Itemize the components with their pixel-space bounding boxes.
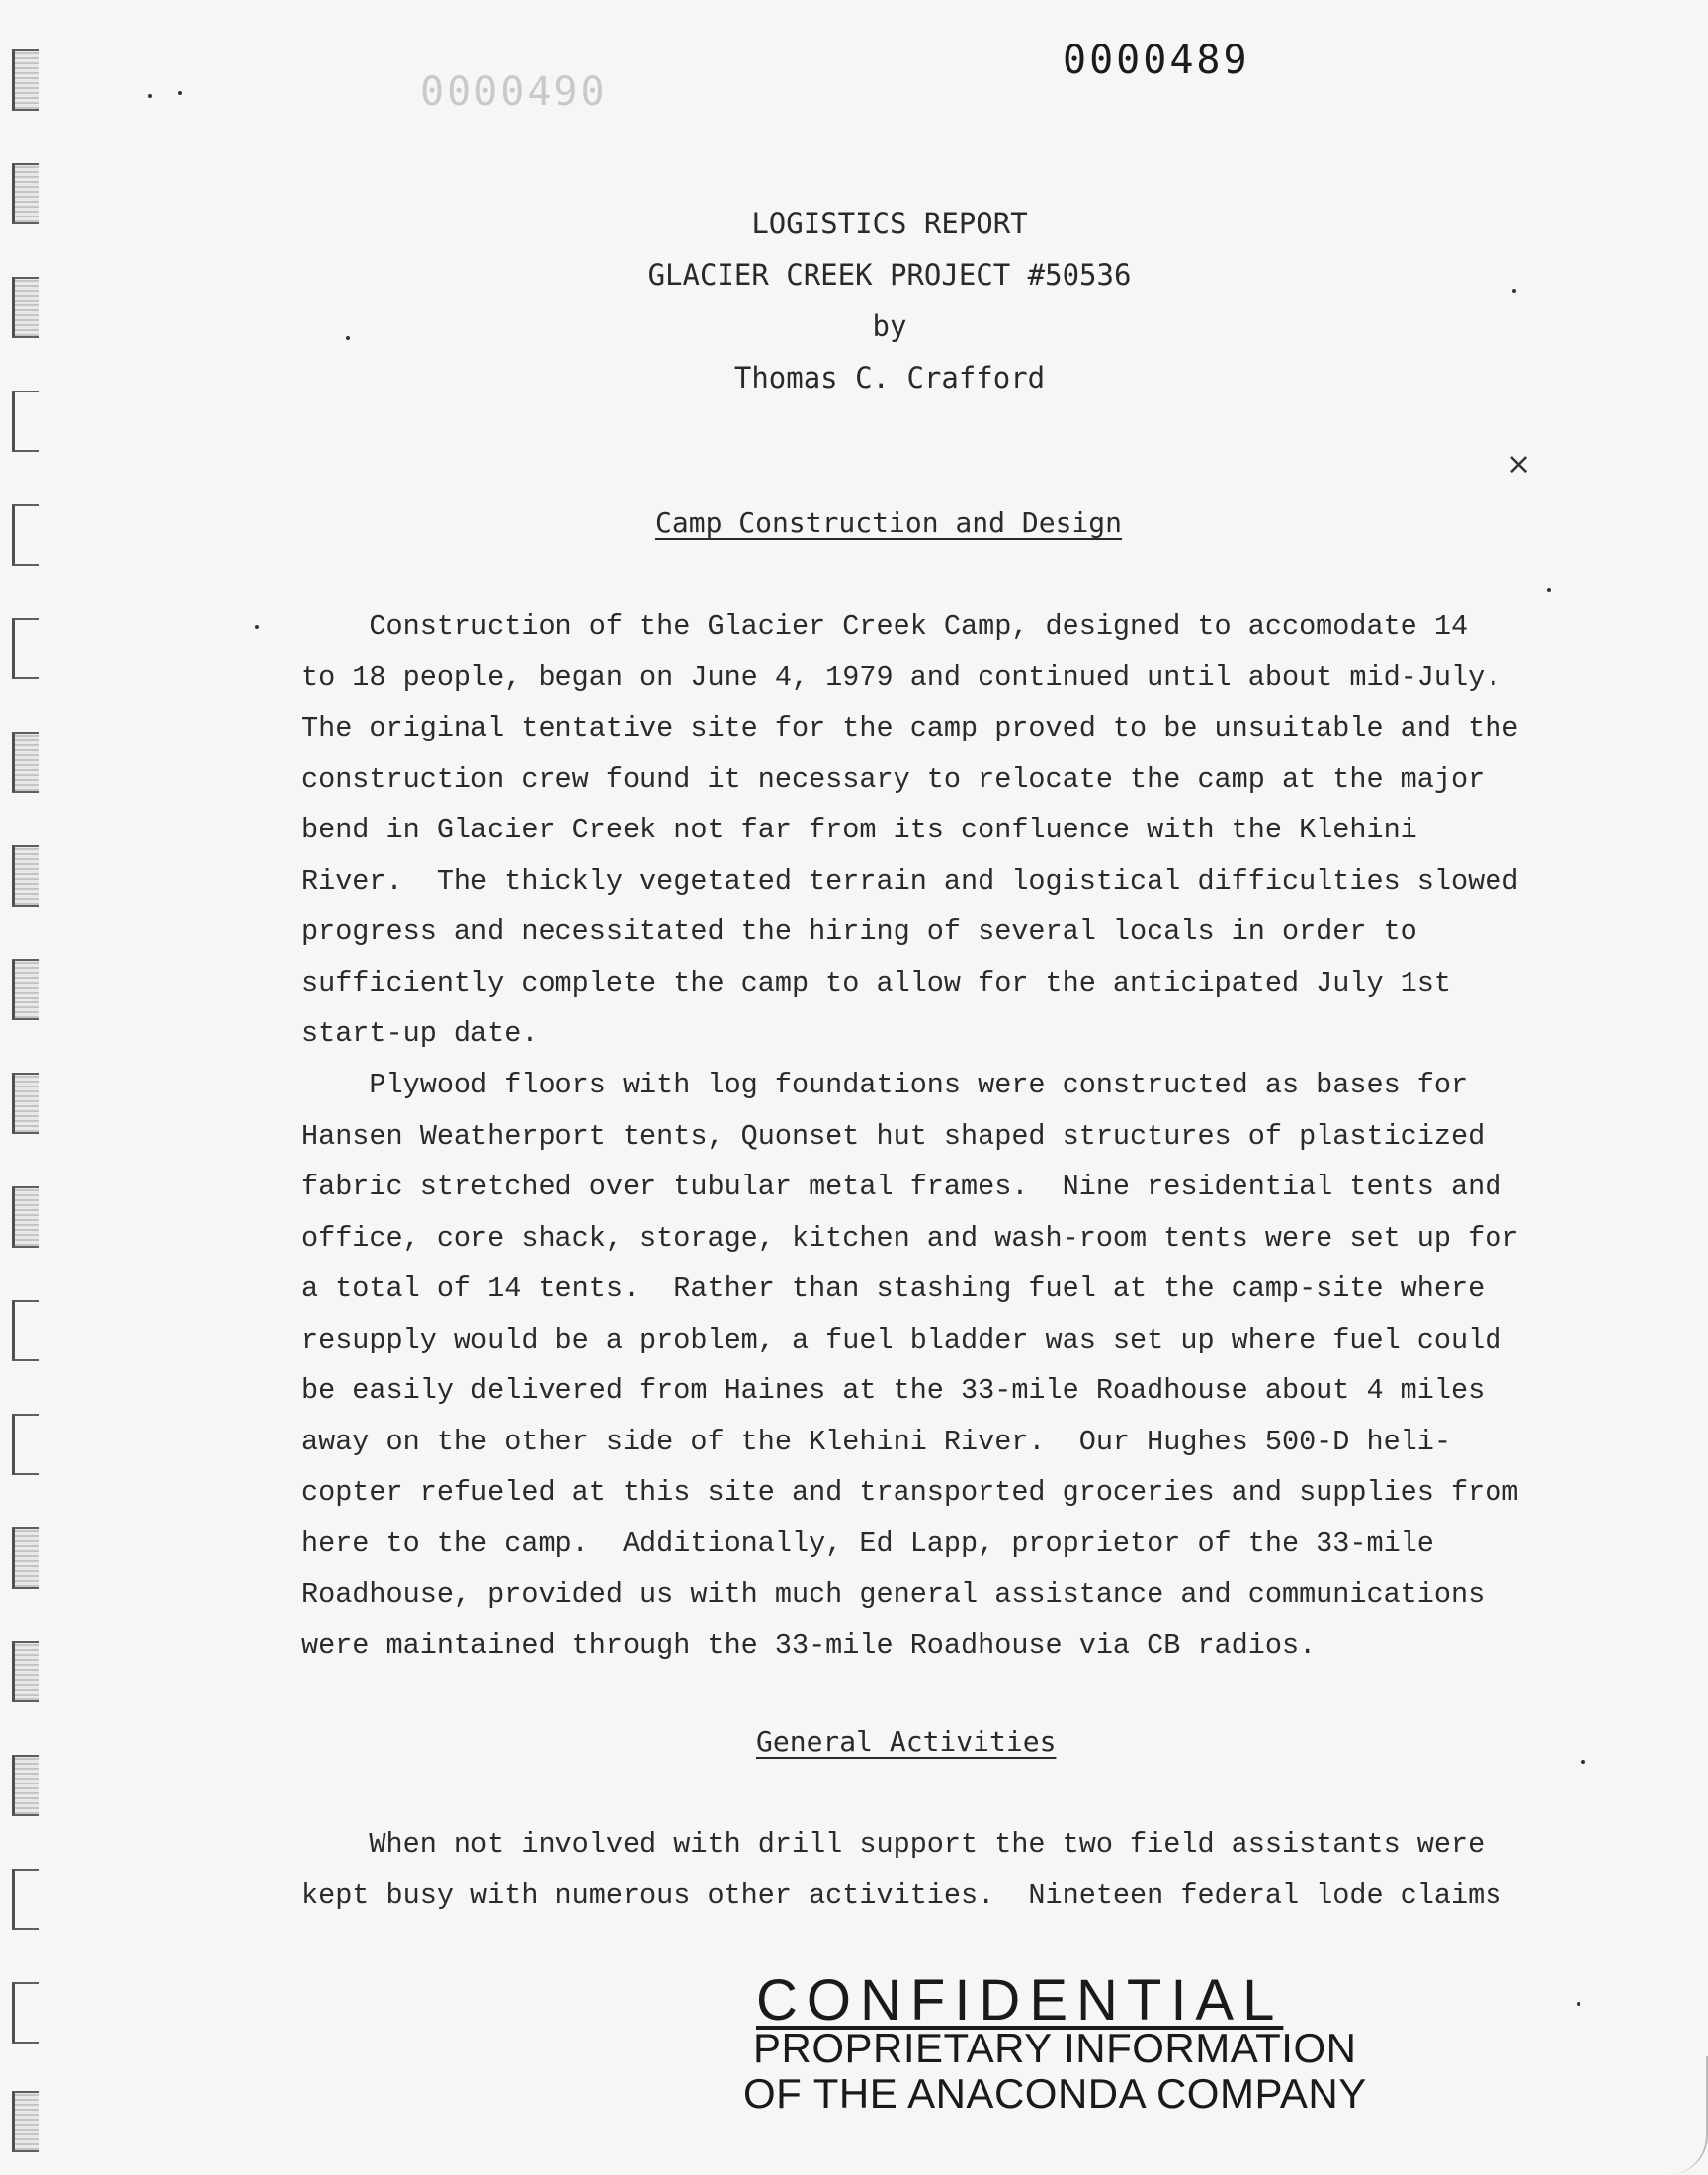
paragraph-camp-construction bbox=[301, 601, 1547, 1060]
punch-hole bbox=[12, 1641, 39, 1702]
para-line: When not involved with drill support the two field assistants were bbox=[301, 1828, 1486, 1861]
punch-hole bbox=[12, 1300, 39, 1361]
para-line: a total of 14 tents. Rather than stashing fuel at the camp-site where bbox=[301, 1272, 1486, 1305]
report-title-block bbox=[0, 198, 1708, 403]
scan-speck bbox=[1512, 289, 1516, 293]
punch-hole bbox=[12, 1982, 39, 2044]
report-author: Thomas C. Crafford bbox=[733, 361, 1046, 394]
punch-hole bbox=[12, 1186, 39, 1248]
proprietary-stamp-line: PROPRIETARY INFORMATION bbox=[753, 2025, 1357, 2071]
para-line: Hansen Weatherport tents, Quonset hut shaped structures of plasticized bbox=[301, 1119, 1486, 1153]
page-corner bbox=[1647, 2056, 1708, 2175]
punch-hole bbox=[12, 2091, 39, 2152]
section-heading-camp: Camp Construction and Design bbox=[655, 506, 1123, 539]
punch-hole bbox=[12, 959, 39, 1020]
scan-speck bbox=[1547, 588, 1551, 592]
report-project: GLACIER CREEK PROJECT #50536 bbox=[647, 258, 1132, 292]
ghost-page-number: 0000490 bbox=[420, 69, 608, 115]
para-line: be easily delivered from Haines at the 33-mile Roadhouse about 4 miles bbox=[301, 1374, 1486, 1407]
para-line: Roadhouse, provided us with much general assistance and communications bbox=[301, 1578, 1486, 1610]
para-line: River. The thickly vegetated terrain and logistical difficulties slowed bbox=[301, 864, 1519, 898]
scan-speck bbox=[178, 91, 182, 95]
para-line: to 18 people, began on June 4, 1979 and continued until about mid-July. bbox=[301, 660, 1502, 694]
para-line: kept busy with numerous other activities. Nineteen federal lode claims bbox=[301, 1878, 1502, 1912]
scan-speck bbox=[255, 625, 259, 629]
para-line: copter refueled at this site and transported groceries and supplies from bbox=[301, 1476, 1519, 1509]
paragraph-general-activities bbox=[301, 1819, 1547, 1921]
para-line: away on the other side of the Klehini River. Our Hughes 500-D heli- bbox=[301, 1425, 1451, 1458]
punch-hole bbox=[12, 1414, 39, 1475]
report-title: LOGISTICS REPORT bbox=[751, 207, 1028, 240]
company-stamp-line: OF THE ANACONDA COMPANY bbox=[743, 2070, 1367, 2117]
scan-speck bbox=[346, 336, 350, 340]
para-line: progress and necessitated the hiring of several locals in order to bbox=[301, 915, 1417, 948]
para-line: were maintained through the 33-mile Roadhouse via CB radios. bbox=[301, 1628, 1317, 1662]
punch-hole bbox=[12, 504, 39, 566]
punch-hole bbox=[12, 732, 39, 793]
section-heading-general: General Activities bbox=[756, 1725, 1057, 1758]
page-number: 0000489 bbox=[1063, 38, 1250, 83]
para-line: bend in Glacier Creek not far from its confluence with the Klehini bbox=[301, 814, 1417, 846]
para-line: resupply would be a problem, a fuel bladder was set up where fuel could bbox=[301, 1323, 1502, 1356]
scan-speck bbox=[1581, 1760, 1585, 1764]
pen-mark-icon: ⨯ bbox=[1506, 447, 1532, 481]
para-line: start-up date. bbox=[301, 1017, 539, 1050]
para-line: fabric stretched over tubular metal frames. Nine residential tents and bbox=[301, 1171, 1502, 1203]
punch-hole bbox=[12, 1755, 39, 1816]
paragraph-plywood-floors bbox=[301, 1060, 1547, 1671]
confidential-stamp: CONFIDENTIAL bbox=[756, 1968, 1284, 2033]
para-line: here to the camp. Additionally, Ed Lapp, proprietor of the 33-mile bbox=[301, 1526, 1434, 1560]
punch-hole bbox=[12, 1869, 39, 1930]
scan-speck bbox=[148, 94, 152, 98]
para-line: Construction of the Glacier Creek Camp, designed to accomodate 14 bbox=[301, 610, 1469, 643]
para-line: office, core shack, storage, kitchen and wash-room tents were set up for bbox=[301, 1221, 1519, 1255]
punch-hole bbox=[12, 1073, 39, 1134]
punch-hole bbox=[12, 1527, 39, 1589]
report-by: by bbox=[872, 309, 907, 343]
para-line: Plywood floors with log foundations were constructed as bases for bbox=[301, 1069, 1469, 1101]
para-line: construction crew found it necessary to relocate the camp at the major bbox=[301, 762, 1486, 796]
punch-hole bbox=[12, 618, 39, 679]
scan-speck bbox=[1577, 2002, 1580, 2006]
para-line: The original tentative site for the camp proved to be unsuitable and the bbox=[301, 712, 1519, 744]
punch-hole bbox=[12, 845, 39, 907]
para-line: sufficiently complete the camp to allow for the anticipated July 1st bbox=[301, 966, 1451, 1000]
punch-hole bbox=[12, 49, 39, 111]
